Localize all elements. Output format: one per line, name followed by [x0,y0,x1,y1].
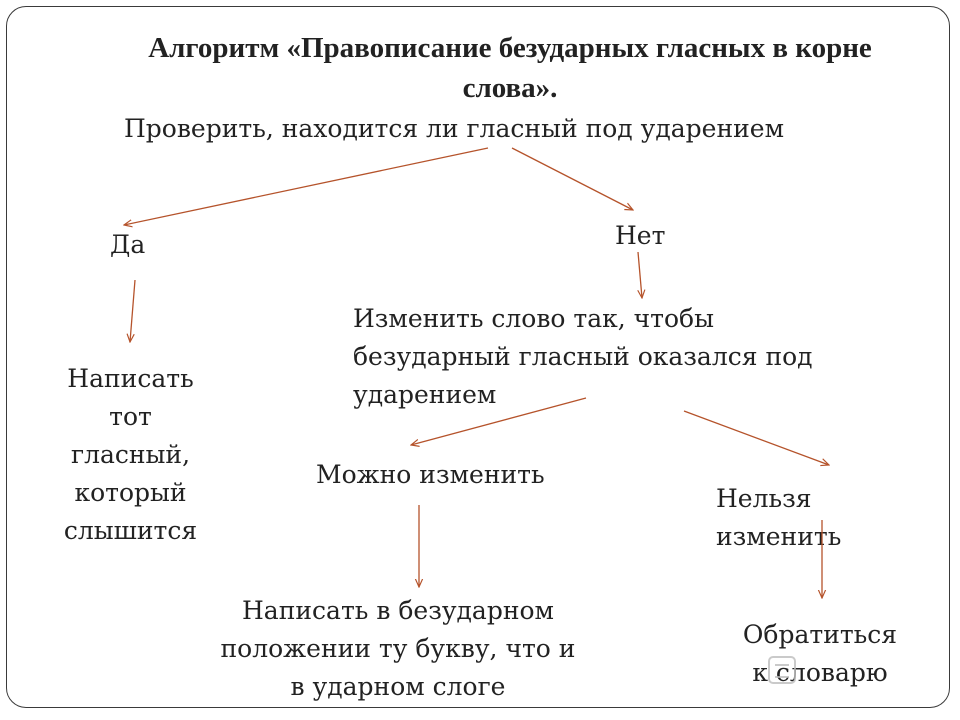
no-node: Нет [615,221,666,250]
diagram-title-line2: слова». [462,72,558,104]
change-word-line: ударением [353,380,497,409]
write-like-stressed-line: Написать в безударном [242,596,554,625]
arrow-check-to-yes [124,148,488,225]
write-like-stressed-line: в ударном слоге [290,672,506,701]
can-change-node: Можно изменить [316,460,545,489]
arrow-yes-to-write-same [130,280,135,342]
write-same-vowel-line: тот [109,402,152,431]
write-like-stressed-line: положении ту букву, что и [220,634,576,663]
write-same-vowel-line: гласный, [70,440,191,469]
check-stress-node: Проверить, находится ли гласный под ударением [124,114,785,143]
see-dictionary-line: к словарю [752,658,888,687]
watermark-logo-icon [768,656,796,684]
arrow-no-to-change-word [638,252,642,298]
change-word-line: безударный гласный оказался под [353,342,813,371]
cannot-change-line: изменить [716,522,842,551]
arrow-change-to-can [411,398,586,445]
arrow-check-to-no [512,148,633,210]
write-same-vowel-line: который [74,478,187,507]
yes-node: Да [110,230,146,259]
write-same-vowel-line: Написать [67,364,194,393]
diagram-title-line1: Алгоритм «Правописание безударных гласных в корне [148,32,872,64]
write-same-vowel-line: слышится [63,516,198,545]
cannot-change-line: Нельзя [716,484,812,513]
arrow-change-to-cannot [684,411,829,465]
change-word-line: Изменить слово так, чтобы [353,304,715,333]
see-dictionary-line: Обратиться [742,620,898,649]
